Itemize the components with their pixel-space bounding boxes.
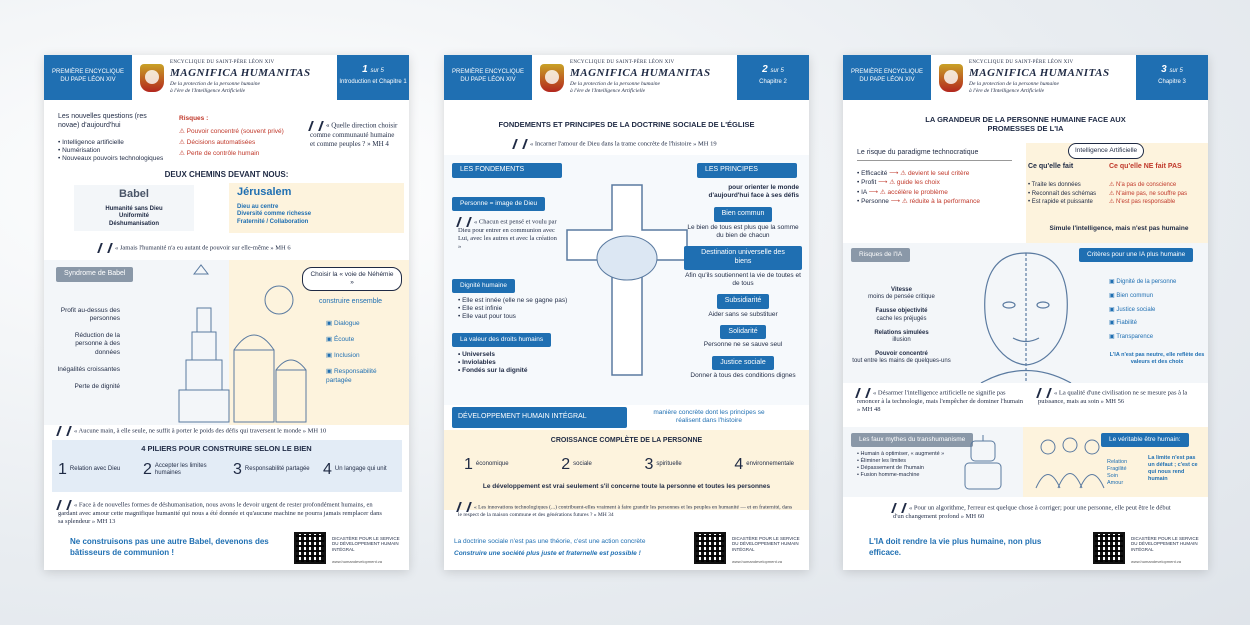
- page-header: [44, 55, 409, 100]
- encyclical-badge: PREMIÈRE ENCYCLIQUE DU PAPE LÉON XIV: [444, 55, 532, 100]
- veritable-note: La limite n'est pas un défaut ; c'est ce qui nous rend humain: [1148, 455, 1198, 483]
- dicastery-label: DICASTÈRE POUR LE SERVICE DU DÉVELOPPEMENT HUMAIN INTÉGRAL: [732, 535, 800, 552]
- subtitle-line-2: à l'ère de l'Intelligence Artificielle: [969, 87, 1045, 94]
- risk-effect: devient le seul critère: [907, 169, 970, 177]
- questions-block: [58, 113, 168, 163]
- list-item: • Inviolables: [458, 359, 578, 367]
- list-item: Soin: [1107, 473, 1119, 480]
- qr-code[interactable]: [1093, 532, 1125, 564]
- footer-line-1: La doctrine sociale n'est pas une théorie, c'est une action concrète: [454, 537, 646, 545]
- website-url[interactable]: www.humandevelopment.va: [332, 559, 383, 564]
- risks-block: Risques : ⚠ Pouvoir concentré (souvent privé) ⚠ Décisions automatisées ⚠ Perte de contrôle humain: [179, 115, 304, 159]
- page-heading: LA GRANDEUR DE LA PERSONNE HUMAINE FACE AUX PROMESSES DE L'IA: [925, 115, 1126, 134]
- quote-text: « Jamais l'humanité n'a eu autant de pouvoir sur elle-même » MH 6: [115, 244, 291, 252]
- principle-title: Destination universelle des biens: [684, 246, 802, 270]
- list-item: Transparence: [1116, 334, 1154, 341]
- encyclical-badge: PREMIÈRE ENCYCLIQUE DU PAPE LÉON XIV: [44, 55, 132, 100]
- principle-title: Justice sociale: [712, 356, 774, 371]
- pillar-number: 2: [143, 461, 152, 478]
- growth-label: économique: [475, 461, 509, 468]
- principles-tag: LES PRINCIPES: [697, 163, 797, 178]
- criteres-list: ▣ Dignité de la personne ▣ Bien commun ▣ Justice sociale ▣ Fiabilité ▣ Transparence: [1109, 279, 1177, 341]
- keys-icon: [1036, 388, 1052, 398]
- nefait-list: ⚠ N'a pas de conscience ⚠ N'aime pas, ne souffre pas ⚠ N'est pas responsable: [1109, 182, 1188, 206]
- risk-title: Relations simulées: [874, 329, 929, 336]
- risk-subtitle: cache les préjugés: [876, 315, 927, 322]
- subtitle-line-2: à l'ère de l'Intelligence Artificielle: [570, 87, 646, 94]
- risques-ia-tag: Risques de l'IA: [851, 248, 910, 262]
- risk-title: Pouvoir concentré: [875, 351, 928, 358]
- babel-title: Babel: [119, 188, 149, 200]
- encyclical-title: MAGNIFICA HUMANITAS: [170, 67, 311, 80]
- page-number-badge: [737, 55, 809, 100]
- technocratic-block: Le risque du paradigme technocratique • Efficacité ⟶ ⚠ devient le seul critère • Profit ⟶ ⚠ guide les choix • IA ⟶ ⚠ accélère le problème • Personne ⟶ ⚠ réduite à la performance: [857, 149, 1012, 206]
- keys-icon: [512, 139, 528, 149]
- website-url[interactable]: www.humandevelopment.va: [732, 559, 783, 564]
- list-item: Dialogue: [333, 320, 360, 327]
- quote-civilisation: [1038, 388, 1203, 406]
- list-item: Humain à optimiser, « augmenté »: [860, 451, 945, 457]
- face-illustration: [961, 243, 1091, 383]
- list-item: Humanité sans Dieu: [105, 205, 163, 212]
- mythes-tag: Les faux mythes du transhumanisme: [851, 433, 973, 447]
- quote-personne: [458, 217, 558, 251]
- syndrome-tag: Syndrome de Babel: [56, 267, 133, 282]
- footer-slogan: Ne construisons pas une autre Babel, devenons des bâtisseurs de communion !: [70, 536, 269, 557]
- list-item: Fusion homme-machine: [860, 472, 920, 479]
- list-item: Réduction de la personne à des données: [74, 332, 120, 356]
- risk-effect: guide les choix: [896, 179, 940, 187]
- page-3: [843, 55, 1208, 570]
- list-item: Profit au-dessus des personnes: [60, 307, 120, 323]
- growth-item: [734, 455, 794, 475]
- keys-icon: [891, 503, 907, 513]
- list-item: Uniformité: [119, 213, 149, 220]
- list-item: Responsabilité partagée: [326, 368, 377, 384]
- jerusalem-title: Jérusalem: [237, 186, 292, 198]
- list-item: Écoute: [333, 336, 355, 344]
- two-paths-title: DEUX CHEMINS DEVANT NOUS:: [164, 170, 289, 179]
- list-item: Éliminer les limites: [860, 458, 907, 465]
- list-item: Dignité de la personne: [1116, 279, 1177, 285]
- growth-number: 1: [464, 456, 473, 473]
- droits-list: [458, 351, 578, 375]
- quote-hand: [58, 426, 326, 436]
- keys-icon: [456, 217, 472, 227]
- quote-desarmer: [857, 388, 1027, 414]
- principle-title: Subsidiarité: [717, 294, 770, 309]
- list-item: • Numérisation: [58, 147, 168, 155]
- risk-term: Efficacité: [861, 169, 888, 177]
- list-item: • Elle vaut pour tous: [458, 313, 578, 321]
- growth-item: [464, 455, 509, 475]
- transhuman-robot-illustration: [951, 433, 1026, 493]
- quote-algorithme: [893, 503, 1183, 521]
- list-item: Justice sociale: [1116, 306, 1156, 313]
- list-item: Bien commun: [1116, 292, 1154, 299]
- dignite-tag: Dignité humaine: [452, 279, 515, 293]
- risks-title: Risques :: [179, 115, 209, 122]
- droits-tag: La valeur des droits humains: [452, 333, 551, 347]
- principle-text: Afin qu'ils soutiennent la vie de toutes et de tous: [685, 271, 801, 287]
- list-item: N'aime pas, ne souffre pas: [1116, 190, 1188, 197]
- ia-tag: Intelligence Artificielle: [1068, 143, 1144, 159]
- list-item: Fraternité / Collaboration: [237, 218, 309, 225]
- risk-effect: réduite à la performance: [909, 198, 980, 206]
- pillar-item: [233, 460, 318, 480]
- keys-icon: [308, 121, 324, 131]
- subtitle-line-1: De la protection de la personne humaine: [969, 81, 1059, 87]
- risk-subtitle: tout entre les mains de quelques-uns: [852, 358, 951, 365]
- risk-term: IA: [861, 188, 867, 196]
- growth-item: [644, 455, 681, 475]
- principle-text: Personne ne se sauve seul: [703, 341, 783, 349]
- risk-subtitle: moins de pensée critique: [868, 294, 935, 301]
- nefait-title: Ce qu'elle NE fait PAS: [1109, 163, 1182, 170]
- principles-subtitle: pour orienter le monde d'aujourd'hui face à ses défis: [708, 184, 799, 200]
- list-item: • Elle est infinie: [458, 305, 578, 313]
- veritable-list: [1107, 459, 1147, 488]
- risk-effect: accélère le problème: [887, 188, 948, 196]
- keys-icon: [855, 388, 871, 398]
- quote-incarner: [514, 139, 717, 149]
- chapter-label: Chapitre 2: [759, 78, 787, 85]
- list-item: Perte de dignité: [74, 382, 120, 390]
- page-header: [444, 55, 809, 100]
- page-2: [444, 55, 809, 570]
- list-item: Reconnaît des schémas: [1031, 190, 1097, 197]
- papal-crest-icon: [540, 64, 564, 92]
- qr-code[interactable]: [294, 532, 326, 564]
- principle-text: Le bien de tous est plus que la somme du bien de chacun: [687, 223, 799, 239]
- principle-title: Solidarité: [720, 325, 765, 340]
- principles-list: [684, 207, 802, 380]
- nehemie-list: ▣ Dialogue ▣ Écoute ▣ Inclusion ▣ Responsabilité partagée: [326, 320, 377, 384]
- dignite-list: [458, 297, 578, 321]
- growth-label: environnementale: [746, 461, 794, 468]
- list-item: N'est pas responsable: [1116, 199, 1176, 206]
- pillar-number: 1: [58, 461, 67, 478]
- development-subtitle: manière concrète dont les principes se réalisent dans l'histoire: [653, 409, 765, 425]
- page-1: [44, 55, 409, 570]
- page-number: 1: [362, 64, 368, 75]
- page-of: sur 5: [370, 68, 384, 74]
- quote-text: « Incarner l'amour de Dieu dans la trame concrète de l'histoire » MH 19: [530, 140, 717, 148]
- encyclical-label: ENCYCLIQUE DU SAINT-PÈRE LÉON XIV: [170, 60, 275, 65]
- chapter-label: Chapitre 3: [1158, 78, 1186, 85]
- subtitle-line-2: à l'ère de l'Intelligence Artificielle: [170, 87, 246, 94]
- website-url[interactable]: www.humandevelopment.va: [1131, 559, 1182, 564]
- dicastery-label: DICASTÈRE POUR LE SERVICE DU DÉVELOPPEMENT HUMAIN INTÉGRAL: [332, 535, 400, 552]
- quote-direction: [310, 121, 400, 149]
- principle-text: Donner à tous des conditions dignes: [690, 372, 796, 380]
- growth-label: spirituelle: [656, 461, 682, 468]
- list-item: N'a pas de conscience: [1116, 182, 1177, 188]
- syndrome-list: [50, 307, 120, 391]
- quote-text: « La qualité d'une civilisation ne se mesure pas à la puissance, mais au soin » MH 56: [1038, 389, 1188, 405]
- qr-code[interactable]: [694, 532, 726, 564]
- development-tag: DÉVELOPPEMENT HUMAIN INTÉGRAL: [452, 407, 627, 428]
- simule-note: Simule l'intelligence, mais n'est pas humaine: [1049, 225, 1189, 232]
- nehemie-pill: Choisir la « voie de Néhémie »: [302, 267, 402, 291]
- page-of: sur 5: [1169, 68, 1183, 74]
- encyclical-title: MAGNIFICA HUMANITAS: [570, 67, 711, 80]
- list-item: Fragilité: [1107, 466, 1127, 473]
- quote-text: « Chacun est pensé et voulu par Dieu pour entrer en communion avec Lui, avec les autres et avec la création »: [458, 218, 557, 251]
- growth-number: 2: [561, 456, 571, 473]
- encyclical-label: ENCYCLIQUE DU SAINT-PÈRE LÉON XIV: [570, 60, 675, 65]
- keys-icon: [456, 502, 472, 512]
- subtitle-line-1: De la protection de la personne humaine: [570, 81, 660, 87]
- encyclical-badge: PREMIÈRE ENCYCLIQUE DU PAPE LÉON XIV: [843, 55, 931, 100]
- risk-subtitle: illusion: [892, 336, 911, 343]
- mythes-list: • Humain à optimiser, « augmenté » • Éliminer les limites • Dépassement de l'humain • Fusion homme-machine: [857, 451, 945, 479]
- risk-term: Profit: [861, 179, 877, 187]
- quote-text: « Face à de nouvelles formes de déshumanisation, nous avons le devoir urgent de rester profondément humains, en gardant avec amour cette magnifique humanité qui nous a été donnée et qu'aucune machine ne pourra jamais remplacer dans sa splendeur » MH 13: [58, 501, 382, 526]
- pillar-number: 4: [323, 461, 332, 478]
- footer-line-2: Construire une société plus juste et fraternelle est possible !: [454, 549, 641, 557]
- encyclical-label: ENCYCLIQUE DU SAINT-PÈRE LÉON XIV: [969, 60, 1074, 65]
- fait-list: • Traite les données • Reconnaît des schémas • Est rapide et puissante: [1028, 182, 1097, 206]
- risk-title: Fausse objectivité: [875, 308, 928, 315]
- list-item: • Elle est innée (elle ne se gagne pas): [458, 297, 578, 305]
- list-item: Pouvoir concentré (souvent privé): [186, 128, 284, 136]
- pillars-row: [58, 460, 398, 480]
- list-item: Dieu au centre: [237, 203, 279, 210]
- growth-label: sociale: [573, 461, 592, 468]
- list-item: Relation: [1107, 459, 1128, 465]
- quote-text: « Désarmer l'intelligence artificielle ne signifie pas renoncer à la technologie, mais l'empêcher de dominer l'humain » MH 48: [857, 389, 1024, 414]
- pillar-label: Un langage qui unit: [334, 466, 387, 473]
- pillar-item: [143, 460, 228, 480]
- criteres-note: L'IA n'est pas neutre, elle reflète des valeurs et des choix: [1109, 352, 1205, 365]
- pillar-item: [323, 460, 398, 480]
- papal-crest-icon: [140, 64, 164, 92]
- quote-text: « Quelle direction choisir comme communauté humaine et comme peuples ? » MH 4: [310, 121, 398, 148]
- growth-number: 3: [644, 456, 654, 473]
- quote-innovations: [458, 502, 793, 519]
- quote-power: [99, 243, 291, 253]
- list-item: Décisions automatisées: [186, 139, 256, 147]
- principle-title: Bien commun: [714, 207, 773, 222]
- page-number: 3: [1161, 64, 1167, 75]
- encyclical-title: MAGNIFICA HUMANITAS: [969, 67, 1110, 80]
- footer-slogan: L'IA doit rendre la vie plus humaine, non plus efficace.: [869, 536, 1042, 557]
- dicastery-label: DICASTÈRE POUR LE SERVICE DU DÉVELOPPEMENT HUMAIN INTÉGRAL: [1131, 535, 1199, 552]
- development-note: Le développement est vrai seulement s'il concerne toute la personne et toutes les personnes: [482, 483, 771, 490]
- quote-dehumanisation: [58, 500, 388, 526]
- list-item: Traite les données: [1031, 182, 1081, 188]
- page-number-badge: [1136, 55, 1208, 100]
- list-item: • Intelligence artificielle: [58, 139, 168, 147]
- list-item: Inclusion: [333, 352, 360, 360]
- list-item: Déshumanisation: [108, 220, 159, 227]
- list-item: Inégalités croissantes: [57, 365, 120, 373]
- pillar-label: Relation avec Dieu: [69, 466, 121, 473]
- list-item: Amour: [1107, 480, 1124, 487]
- list-item: • Nouveaux pouvoirs technologiques: [58, 155, 168, 163]
- pillar-item: [58, 460, 138, 480]
- criteres-tag: Critères pour une IA plus humaine: [1079, 248, 1193, 262]
- quote-text: « Aucune main, à elle seule, ne suffit à porter le poids des défis qui traversent le monde » MH 10: [74, 427, 327, 435]
- risk-term: Personne: [861, 198, 889, 206]
- page-number-badge: [337, 55, 409, 100]
- pillar-number: 3: [233, 461, 242, 478]
- fait-title: Ce qu'elle fait: [1028, 163, 1074, 170]
- list-item: • Fondés sur la dignité: [458, 367, 578, 375]
- list-item: Perte de contrôle humain: [186, 150, 260, 158]
- foundations-tag: LES FONDEMENTS: [452, 163, 562, 178]
- veritable-tag: Le véritable être humain:: [1101, 433, 1189, 447]
- keys-icon: [56, 500, 72, 510]
- page-of: sur 5: [770, 68, 784, 74]
- quote-text: « Les innovations technologiques (...) contribuent-elles vraiment à faire grandir les personnes et les peuples en humanité — et en fraternité, dans le respect de la maison commune et des générations futures ? » MH 34: [458, 504, 793, 518]
- list-item: Fiabilité: [1116, 320, 1138, 327]
- pillar-label: Accepter les limites humaines: [154, 462, 207, 476]
- risk-title: Vitesse: [891, 287, 912, 293]
- keys-icon: [97, 243, 113, 253]
- growth-title: CROISSANCE COMPLÈTE DE LA PERSONNE: [550, 437, 703, 444]
- page-heading: FONDEMENTS ET PRINCIPES DE LA DOCTRINE SOCIALE DE L'ÉGLISE: [498, 120, 755, 129]
- list-item: • Universels: [458, 351, 578, 359]
- babel-column: [74, 185, 194, 231]
- pillar-label: Responsabilité partagée: [244, 466, 310, 473]
- list-item: Diversité comme richesse: [237, 211, 312, 218]
- list-item: Dépassement de l'humain: [860, 465, 924, 472]
- subtitle-line-1: De la protection de la personne humaine: [170, 81, 260, 87]
- personne-tag: Personne = image de Dieu: [452, 197, 545, 211]
- questions-title: Les nouvelles questions (res novae) d'aujourd'hui: [58, 113, 147, 129]
- growth-item: [561, 455, 592, 475]
- technocratic-title: Le risque du paradigme technocratique: [857, 149, 1012, 161]
- construire-label: construire ensemble: [319, 298, 383, 305]
- growth-row: [464, 455, 794, 475]
- chapter-label: Introduction et Chapitre 1: [339, 78, 407, 85]
- cross-illustration: [562, 180, 692, 380]
- jerusalem-column: [229, 183, 404, 233]
- growth-number: 4: [734, 456, 744, 473]
- list-item: Est rapide et puissante: [1031, 199, 1093, 206]
- quote-text: « Pour un algorithme, l'erreur est quelque chose à corriger; pour une personne, elle peut être le début d'un changement profond » MH 60: [893, 504, 1171, 520]
- principle-text: Aider sans se substituer: [708, 310, 778, 318]
- papal-crest-icon: [939, 64, 963, 92]
- page-header: [843, 55, 1208, 100]
- page-number: 2: [762, 64, 768, 75]
- risques-ia-list: [849, 287, 954, 366]
- pillars-title: 4 PILIERS POUR CONSTRUIRE SELON LE BIEN: [141, 444, 312, 453]
- keys-icon: [56, 426, 72, 436]
